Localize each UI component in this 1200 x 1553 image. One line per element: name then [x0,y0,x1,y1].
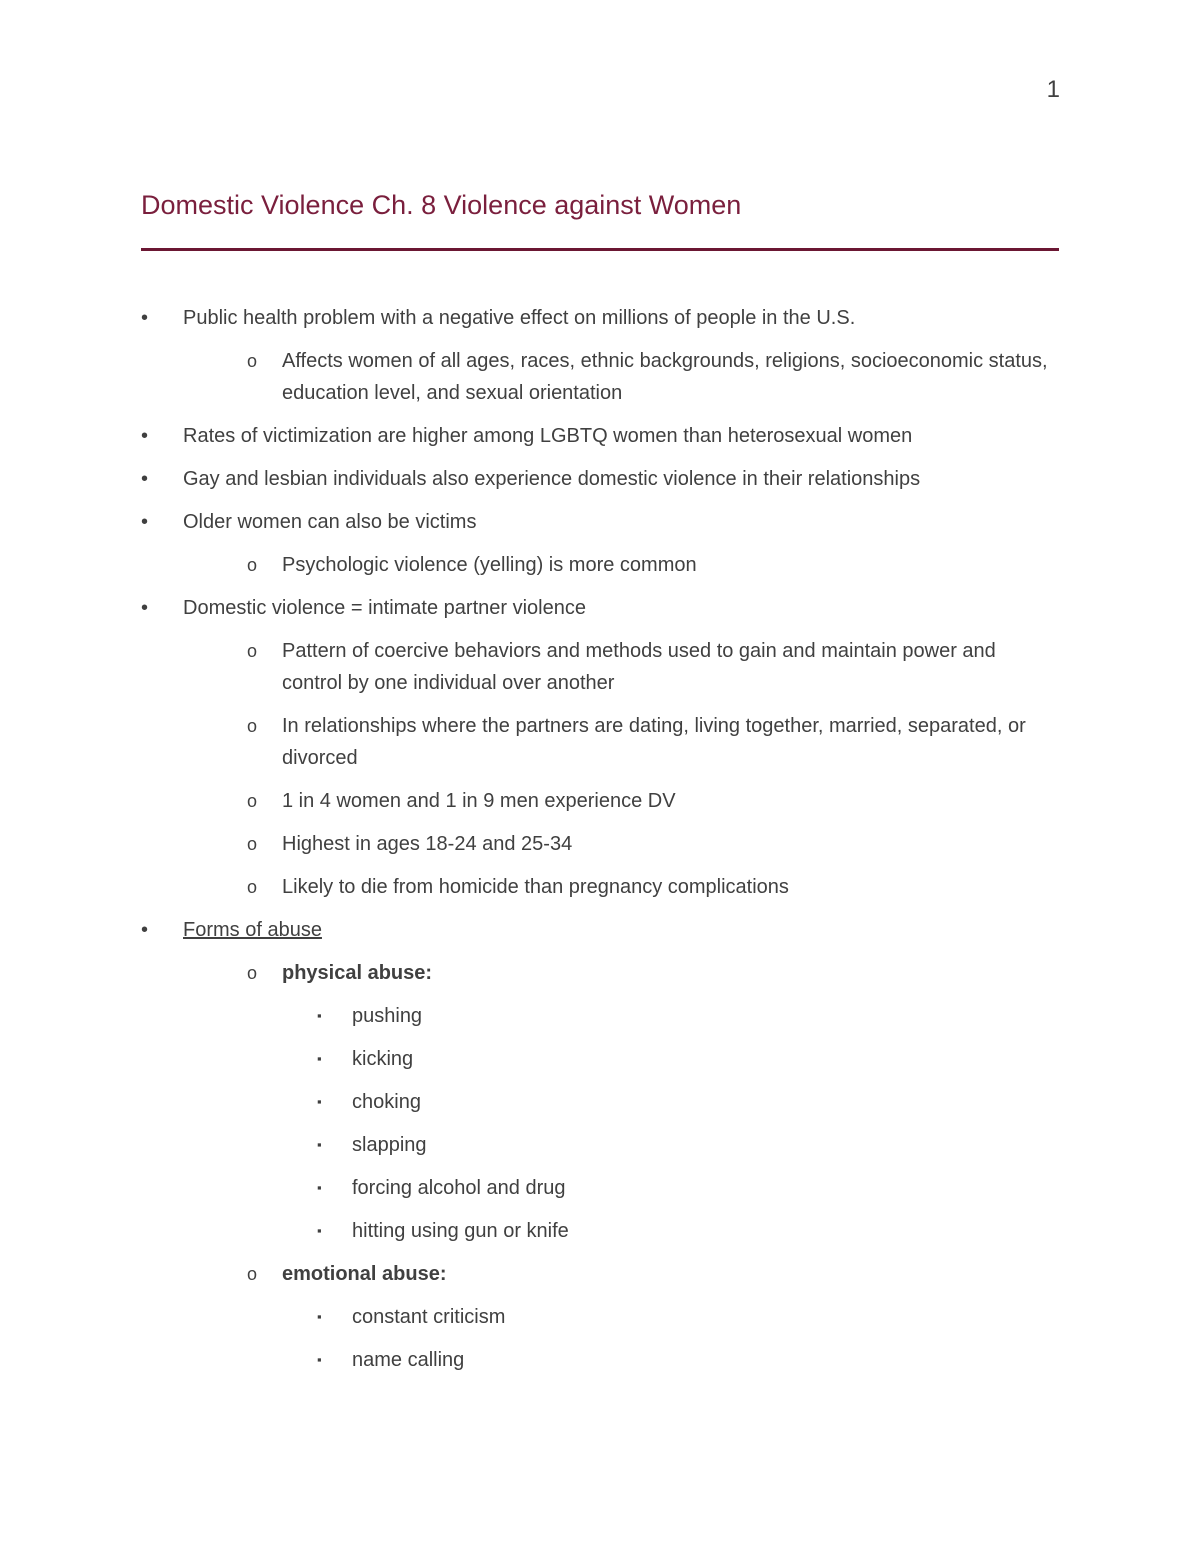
list-item-text: Domestic violence = intimate partner violence [183,597,586,619]
list-item [141,957,1061,989]
list-item-text: Affects women of all ages, races, ethnic backgrounds, religions, socioeconomic status, education level, and sexual orientation [282,350,1048,404]
list-item [141,1129,1061,1161]
bullet-dot-icon: • [141,425,149,447]
bullet-square-icon: ▪ [317,1137,322,1152]
bullet-circle-icon: o [247,877,258,897]
list-item [141,1086,1061,1118]
list-item [141,420,1061,452]
bullet-dot-icon: • [141,307,149,329]
bullet-circle-icon: o [247,834,258,854]
list-item [141,1172,1061,1204]
bullet-dot-icon: • [141,597,149,619]
bullet-circle-icon: o [247,963,258,983]
list-item [141,463,1061,495]
list-item [141,828,1061,860]
bullet-list [141,302,1061,1387]
list-item-text: Public health problem with a negative effect on millions of people in the U.S. [183,307,856,329]
list-item-text: Gay and lesbian individuals also experience domestic violence in their relationships [183,468,921,490]
list-item [141,1301,1061,1333]
bullet-dot-icon: • [141,511,149,533]
document-title: Domestic Violence Ch. 8 Violence against Women [141,190,742,220]
list-item [141,914,1061,946]
list-item-text: name calling [352,1349,465,1371]
emotional-abuse-heading: emotional abuse: [282,1263,447,1285]
list-item [141,1043,1061,1075]
bullet-square-icon: ▪ [317,1094,322,1109]
page-number: 1 [1046,76,1060,103]
bullet-circle-icon: o [247,641,258,661]
bullet-square-icon: ▪ [317,1352,322,1367]
bullet-square-icon: ▪ [317,1008,322,1023]
bullet-square-icon: ▪ [317,1180,322,1195]
list-item [141,710,1061,774]
list-item [141,635,1061,699]
list-item-text: 1 in 4 women and 1 in 9 men experience DV [282,790,676,812]
list-item [141,302,1061,334]
list-item [141,785,1061,817]
list-item [141,871,1061,903]
list-item-text: slapping [352,1134,427,1156]
list-item [141,1344,1061,1376]
list-item [141,506,1061,538]
list-item-text: forcing alcohol and drug [352,1177,566,1199]
bullet-square-icon: ▪ [317,1051,322,1066]
list-item-text: In relationships where the partners are dating, living together, married, separated, or divorced [282,715,1026,769]
list-item-text: pushing [352,1005,423,1027]
bullet-square-icon: ▪ [317,1309,322,1324]
list-item [141,1000,1061,1032]
list-item-text: Pattern of coercive behaviors and methods used to gain and maintain power and control by one individual over another [282,640,996,694]
list-item [141,1215,1061,1247]
list-item-text: choking [352,1091,421,1113]
bullet-dot-icon: • [141,919,149,941]
list-item-text: Rates of victimization are higher among LGBTQ women than heterosexual women [183,425,913,447]
bullet-square-icon: ▪ [317,1223,322,1238]
list-item-text: Highest in ages 18-24 and 25-34 [282,833,573,855]
title-rule [141,248,1059,251]
bullet-circle-icon: o [247,1264,258,1284]
list-item-text: Likely to die from homicide than pregnancy complications [282,876,789,898]
list-item-text: constant criticism [352,1306,506,1328]
list-item [141,549,1061,581]
list-item-text: kicking [352,1048,414,1070]
list-item [141,1258,1061,1290]
list-item-text: hitting using gun or knife [352,1220,569,1242]
bullet-circle-icon: o [247,791,258,811]
bullet-circle-icon: o [247,716,258,736]
list-item-text: Psychologic violence (yelling) is more common [282,554,697,576]
bullet-circle-icon: o [247,351,258,371]
bullet-circle-icon: o [247,555,258,575]
list-item [141,345,1061,409]
bullet-dot-icon: • [141,468,149,490]
physical-abuse-heading: physical abuse: [282,962,433,984]
list-item [141,592,1061,624]
forms-of-abuse-heading: Forms of abuse [183,919,322,941]
list-item-text: Older women can also be victims [183,511,477,533]
